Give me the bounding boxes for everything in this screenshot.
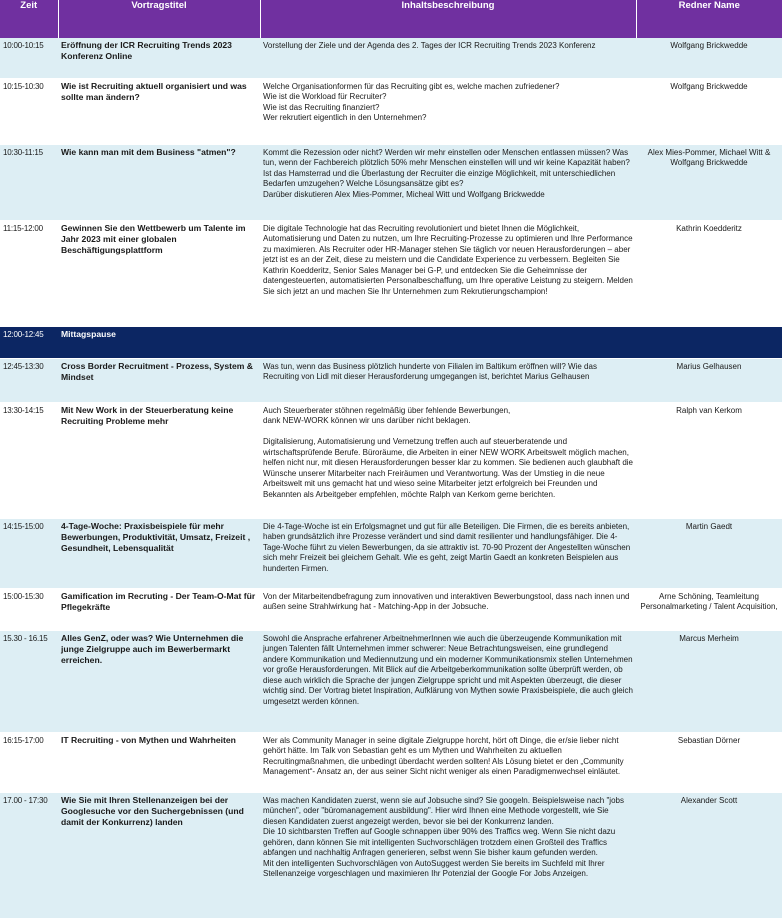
session-description: Von der Mitarbeitendbefragung zum innovativen und interaktiven Bewerbungstool, dass nach innen und außen seine Strahlwirkung hat - Matching-App in der Jobsuche. [260, 588, 636, 630]
session-row [0, 588, 782, 630]
session-speaker: Alex Mies-Pommer, Michael Witt & Wolfgang Brickwedde [636, 144, 782, 220]
header-zeit: Zeit [0, 0, 58, 38]
session-description: Vorstellung der Ziele und der Agenda des 2. Tages der ICR Recruiting Trends 2023 Konferenz [260, 38, 636, 78]
session-time: 10:00-10:15 [0, 38, 58, 78]
break-speaker [636, 326, 782, 358]
session-title: Eröffnung der ICR Recruiting Trends 2023 Konferenz Online [58, 38, 260, 78]
session-title: Alles GenZ, oder was? Wie Unternehmen die junge Zielgruppe auch im Bewerbermarkt erreichen. [58, 630, 260, 732]
session-description: Was tun, wenn das Business plötzlich hunderte von Filialen im Baltikum eröffnen will? Wie das Recruiting von Lidl mit dieser Herausforderung umgegangen ist, berichtet Marius Gelhausen [260, 358, 636, 402]
session-speaker: Sebastian Dörner [636, 732, 782, 792]
session-speaker: Marcus Merheim [636, 630, 782, 732]
session-row [0, 732, 782, 792]
session-time: 10:15-10:30 [0, 78, 58, 144]
session-description: Sowohl die Ansprache erfahrener ArbeitnehmerInnen wie auch die überzeugende Kommunikation mit jungen Talenten fällt Unternehmen immer schwerer: Neue Betrachtungsweisen, eine grundlegend andere Kommunikation und Mediennutzung und ein moderner Kommunikationsmix stellen Unternehmen vor große Herausforderungen. Mit Blick auf die Arbeitgeberkommunikation sollte überprüft werden, ob diese auch wirklich die Sprache der jungen Zielgruppe spricht und mit Aspekten überzeugt, die dieser wichtig sind. Der Vortrag bietet Inspiration, Aufklärung von Mythen sowie Praxisbeispiele, die auch gleich umgesetzt werden können. [260, 630, 636, 732]
session-row [0, 518, 782, 588]
session-time: 11:15-12:00 [0, 220, 58, 326]
session-title: Wie Sie mit Ihren Stellenanzeigen bei der Googlesuche vor den Suchergebnissen (und damit der Konkurrenz) landen [58, 792, 260, 918]
session-time: 12:45-13:30 [0, 358, 58, 402]
session-row [0, 630, 782, 732]
session-row [0, 144, 782, 220]
session-speaker: Arne Schöning, Teamleitung Personalmarketing / Talent Acquisition, [636, 588, 782, 630]
session-title: 4-Tage-Woche: Praxisbeispiele für mehr Bewerbungen, Produktivität, Umsatz, Freizeit , Gesundheit, Lebensqualität [58, 518, 260, 588]
session-speaker: Alexander Scott [636, 792, 782, 918]
session-title: Gewinnen Sie den Wettbewerb um Talente im Jahr 2023 mit einer globalen Beschäftigungsplattform [58, 220, 260, 326]
session-title: Mit New Work in der Steuerberatung keine Recruiting Probleme mehr [58, 402, 260, 518]
session-row [0, 78, 782, 144]
session-time: 17.00 - 17:30 [0, 792, 58, 918]
session-time: 16:15-17:00 [0, 732, 58, 792]
session-description: Wer als Community Manager in seine digitale Zielgruppe horcht, hört oft Dinge, die er/sie lieber nicht gehört hätte. Im Talk von Sebastian geht es um Mythen und Wahrheiten zu aktuellen Recruitingmaßnahmen, die unbedingt überdacht werden sollten! Als Lösung bietet er den „Community Management“- Ansatz an, der aus seiner Sicht nicht weniger als einen Paradigmenwechsel einläutet. [260, 732, 636, 792]
session-title: Wie kann man mit dem Business "atmen"? [58, 144, 260, 220]
header-inhaltsbeschreibung: Inhaltsbeschreibung [260, 0, 636, 38]
session-speaker: Ralph van Kerkom [636, 402, 782, 518]
break-time: 12:00-12:45 [0, 326, 58, 358]
session-description: Die 4-Tage-Woche ist ein Erfolgsmagnet und gut für alle Beteiligen. Die Firmen, die es bereits anbieten, haben grundsätzlich ihre Prozesse verändert und sind damit resilienter und handlungsfähiger. Die 4-Tage-Woche führt zu vielen Bewerbungen, da sie attraktiv ist. 70-90 Prozent der Angestellten wünschen sich mehr Freizeit bei gleichem Gehalt. Wie es geht, zeigt Martin Gaedt an konkreten Beispielen aus hunderten Firmen. [260, 518, 636, 588]
session-row [0, 220, 782, 326]
break-description [260, 326, 636, 358]
session-speaker: Wolfgang Brickwedde [636, 38, 782, 78]
session-description: Kommt die Rezession oder nicht? Werden wir mehr einstellen oder Menschen entlassen müssen? Was tun, wenn der Fachbereich plötzlich 50% mehr Menschen einstellen will und wir keine Kapazität haben? Ist das Hamsterrad und die Überlastung der Recruiter die einzige Möglichkeit, mit unterschiedlichen Bedarfen umzugehen? Welche Lösungsansätze gibt es? Darüber diskutieren Alex Mies-Pommer, Micheal Witt und Wolfgang Brickwedde [260, 144, 636, 220]
session-time: 15.30 - 16.15 [0, 630, 58, 732]
session-row [0, 38, 782, 78]
session-title: Wie ist Recruiting aktuell organisiert und was sollte man ändern? [58, 78, 260, 144]
session-title: Gamification im Recruting - Der Team-O-Mat für Pflegekräfte [58, 588, 260, 630]
break-title: Mittagspause [58, 326, 260, 358]
session-speaker: Wolfgang Brickwedde [636, 78, 782, 144]
session-row [0, 358, 782, 402]
session-row [0, 402, 782, 518]
session-time: 10:30-11:15 [0, 144, 58, 220]
session-title: Cross Border Recruitment - Prozess, System & Mindset [58, 358, 260, 402]
session-speaker: Marius Gelhausen [636, 358, 782, 402]
session-time: 14:15-15:00 [0, 518, 58, 588]
session-description: Die digitale Technologie hat das Recruiting revolutioniert und bietet Ihnen die Möglichkeit, Automatisierung und Daten zu nutzen, um Ihre Recruiting-Prozesse zu optimieren und Ihre Performance zu maximieren. Als Recruiter oder HR-Manager stehen Sie täglich vor neuen Herausforderungen – aber jetzt ist es an der Zeit, diese zu meistern und die Candidate Experience zu verbessern. Begleiten Sie Kathrin Koedderitz, Senior Sales Manager bei G-P, und entdecken Sie die Geheimnisse der datengesteuerten, automatisierten Personalbeschaffung, um Ihre operative Leistung zu steigern. Melden Sie sich jetzt an und machen Sie Ihr Unternehmen zum Rekrutierungschampion! [260, 220, 636, 326]
session-time: 13:30-14:15 [0, 402, 58, 518]
header-row [0, 0, 782, 38]
header-vortragstitel: Vortragstitel [58, 0, 260, 38]
lunch-break-row [0, 326, 782, 358]
session-row [0, 792, 782, 918]
session-description: Welche Organisationformen für das Recruiting gibt es, welche machen zufriedener? Wie ist die Workload für Recruiter? Wie ist das Recruiting finanziert? Wer rekrutiert eigentlich in den Unternehmen? [260, 78, 636, 144]
session-title: IT Recruiting - von Mythen und Wahrheiten [58, 732, 260, 792]
session-description: Was machen Kandidaten zuerst, wenn sie auf Jobsuche sind? Sie googeln. Beispielsweise nach "jobs münchen", oder "büromanagement ausbildung". Hier wird Ihnen eine Methode vorgestellt, wie Sie diesen Kandidaten zuerst angezeigt werden, bevor sie bei der Konkurrenz landen. Die 10 sichtbarsten Treffen auf Google schnappen über 90% des Traffics weg. Wenn Sie nicht dazu gehören, dann können Sie mit intelligenten Suchvorschlägen trotzdem einen Großteil des Traffics abfangen und nachhaltig Anfragen generieren, selbst wenn Sie bisher kaum gefunden werden. Mit den intelligenten Suchvorschlägen von AutoSuggest werden Sie bereits im Suchfeld mit Ihrer Stellenanzeige vorgeschlagen und maximieren Ihr Potenzial der Google For Jobs Anzeigen. [260, 792, 636, 918]
header-redner-name: Redner Name [636, 0, 782, 38]
session-speaker: Kathrin Koedderitz [636, 220, 782, 326]
session-speaker: Martin Gaedt [636, 518, 782, 588]
session-time: 15:00-15:30 [0, 588, 58, 630]
session-description: Auch Steuerberater stöhnen regelmäßig über fehlende Bewerbungen, dank NEW-WORK können wir uns darüber nicht beklagen. Digitalisierung, Automatisierung und Vernetzung treffen auch auf steuerberatende und wirtschaftsprüfende Berufe. Büroräume, die Arbeiten in einer NEW WORK Arbeitswelt möglich machen, helfen nicht nur, mit diesen Herausforderungen besser klar zu kommen. Sie bedienen auch glaubhaft die Wünsche unserer Mitarbeiter nach Freiräumen und Verantwortung. Was der Umstieg in die neue Arbeitswelt mit uns gemacht hat und wieso seine Mitarbeiter jetzt erfolgreich bei Freunden und Bekannten als Arbeitgeber empfehlen, möchte Ralph van Kerkom gerne berichten. [260, 402, 636, 518]
